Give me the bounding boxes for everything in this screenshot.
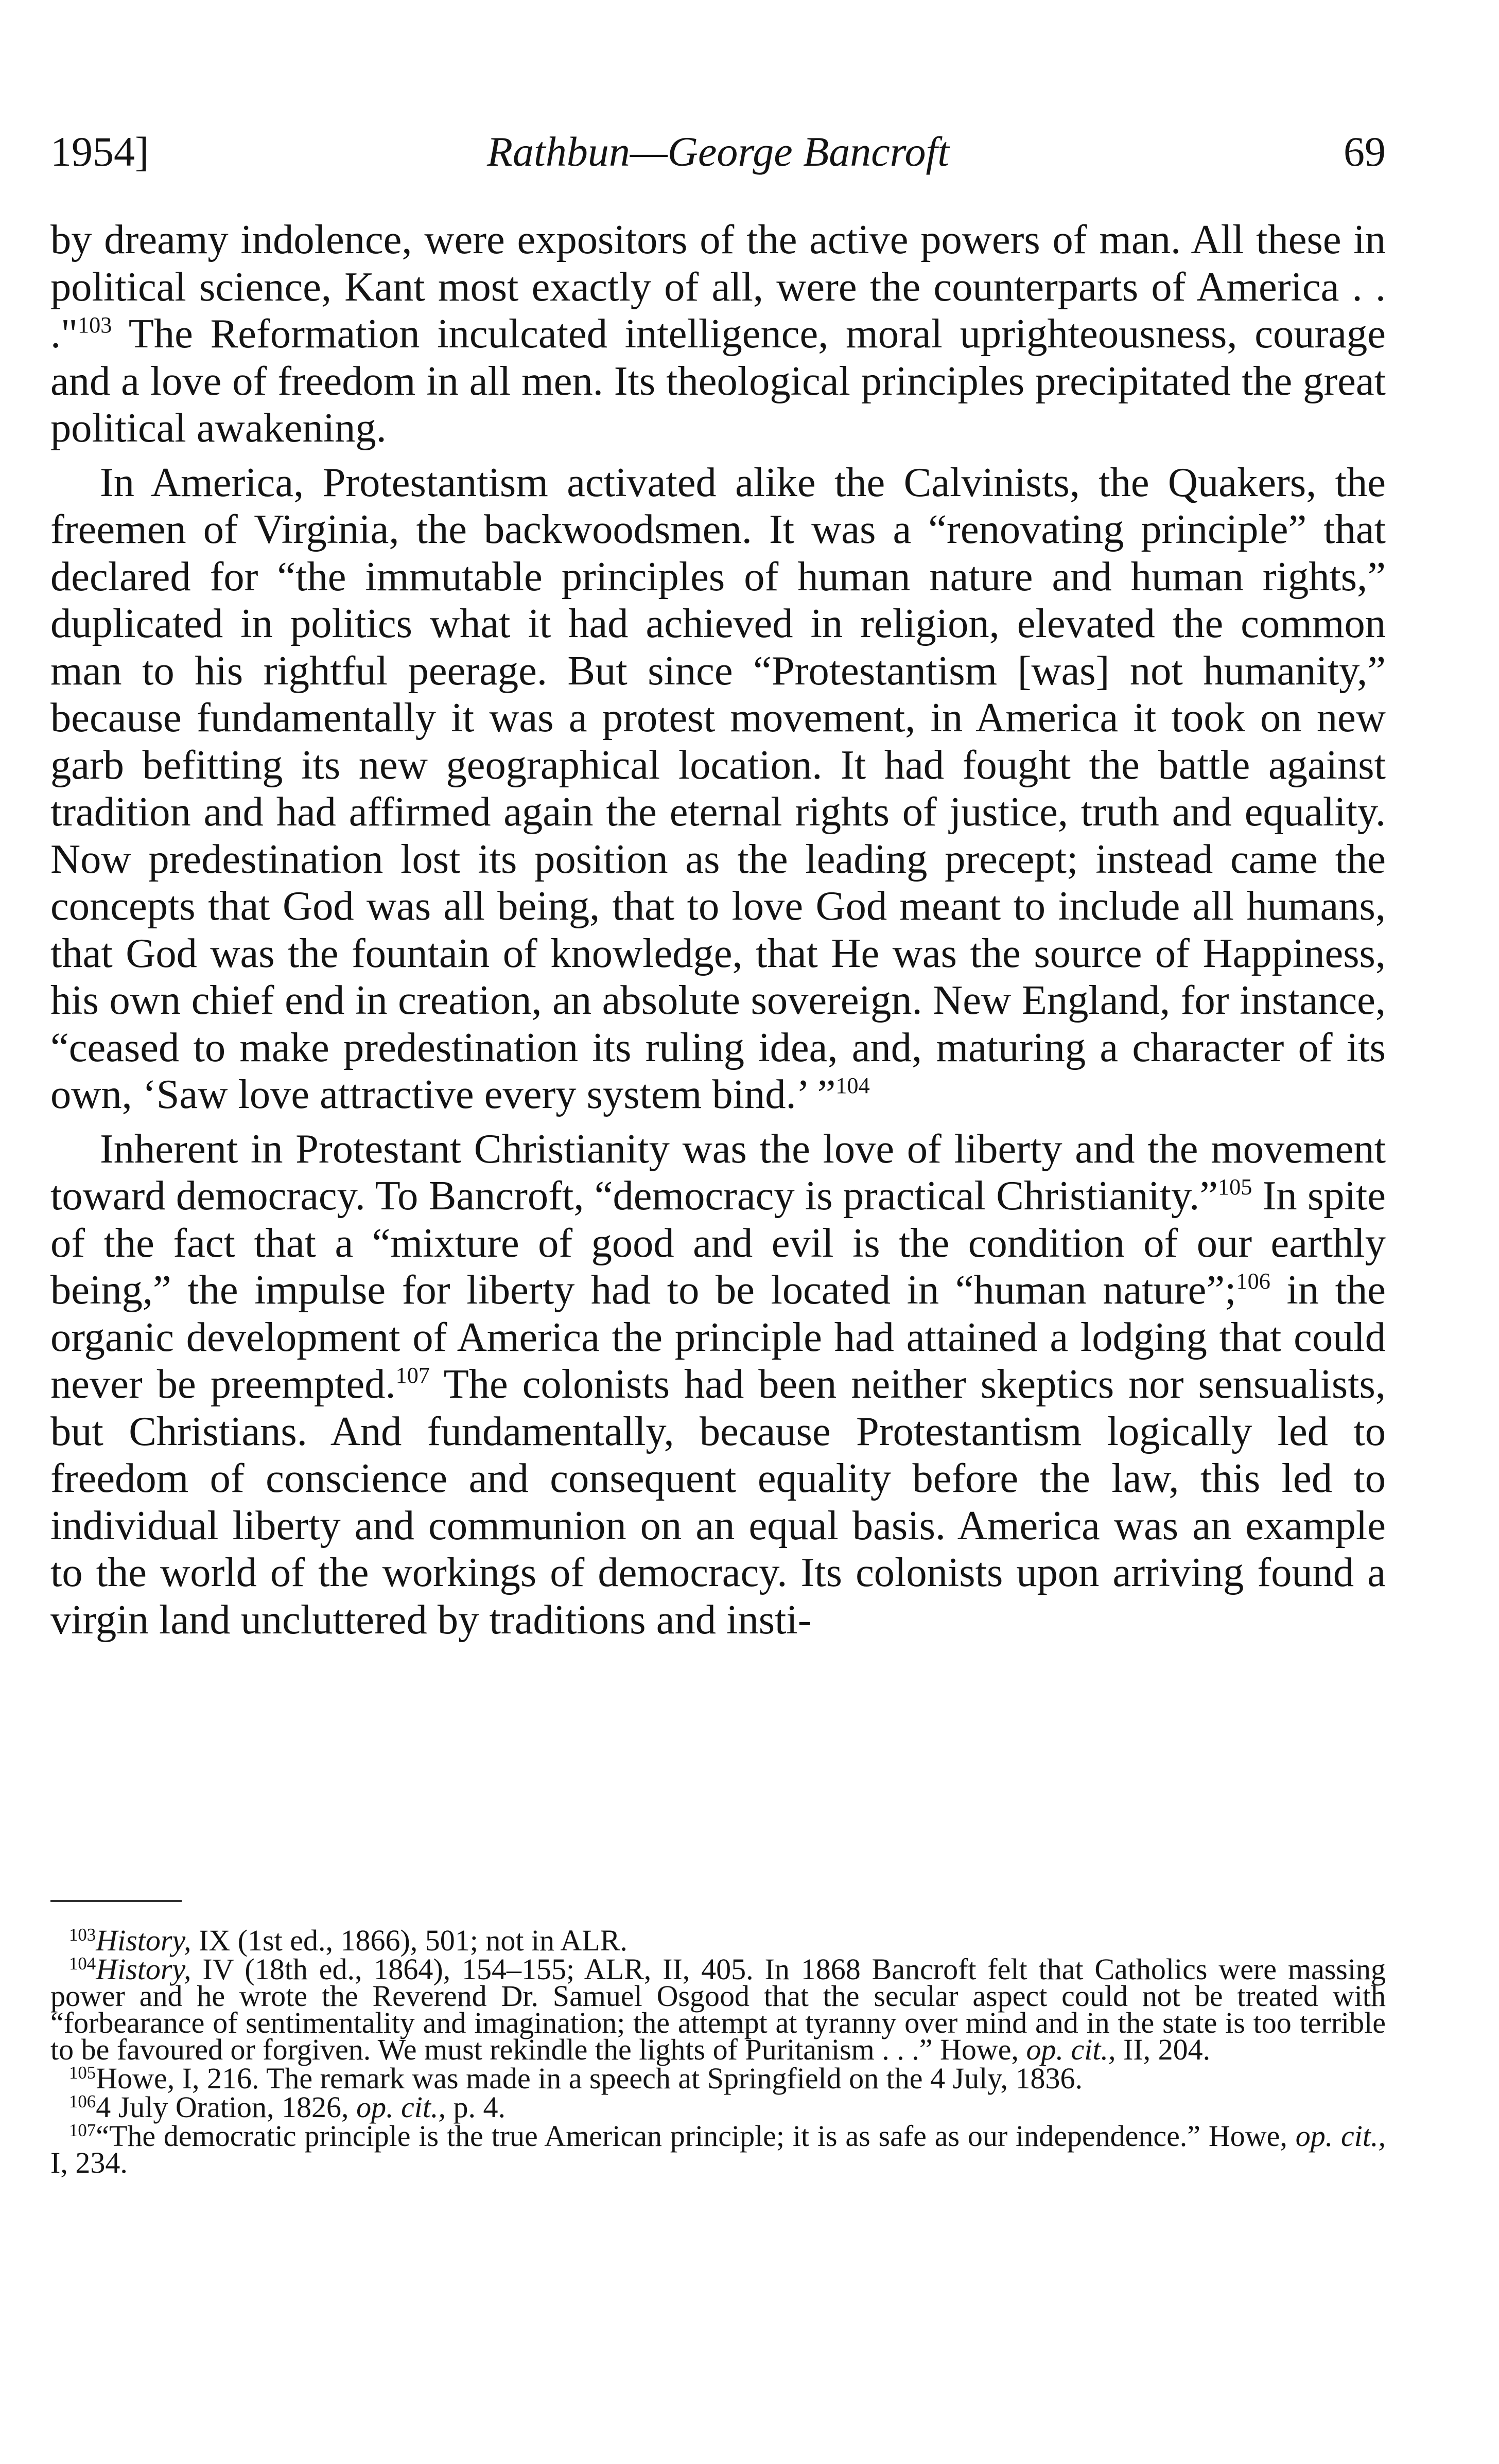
footnote-text: IX (1st ed., 1866), 501; not in ALR. bbox=[191, 1924, 628, 1957]
footnote-105 bbox=[50, 2062, 1386, 2095]
footnotes bbox=[50, 1924, 1386, 2179]
paragraph-2-text: In America, Protestantism activated alike the Calvinists, the Quakers, the freemen of Virginia, the backwoodsmen. It was a “renovating principle” that declared for “the immutable principles of human nature and human rights,” duplicated in politics what it had achieved in religion, elevated the common man to his rightful peerage. But since “Protestantism [was] not humanity,” because fundamentally it was a protest movement, in America it took on new garb befitting its new geographical location. It had fought the battle against tradition and had affirmed again the eternal rights of justice, truth and equality. Now predestination lost its position as the leading precept; instead came the concepts that God was all being, that to love God meant to include all humans, that God was the fountain of knowledge, that He was the source of Happiness, his own chief end in creation, an absolute sovereign. New England, for instance, “ceased to make predestination its ruling idea, and, maturing a character of its own, ‘Saw love attractive every system bind.’ ” bbox=[50, 459, 1386, 1117]
footnote-opcit: op. cit., bbox=[356, 2090, 446, 2124]
page-number: 69 bbox=[1344, 128, 1386, 175]
paragraph-3 bbox=[50, 1125, 1386, 1644]
body-text bbox=[50, 216, 1386, 1643]
footnote-number: 106 bbox=[69, 2091, 96, 2111]
header-year: 1954] bbox=[50, 128, 149, 175]
footnote-opcit: op. cit., bbox=[1295, 2119, 1386, 2153]
footnote-text: Howe, I, 216. The remark was made in a speech at Springfield on the 4 July, 1836. bbox=[96, 2062, 1083, 2095]
footnote-divider bbox=[50, 1900, 182, 1902]
footnote-tail: I, 234. bbox=[50, 2146, 128, 2179]
paragraph-2 bbox=[50, 459, 1386, 1118]
footnote-opcit: op. cit., bbox=[1026, 2033, 1116, 2066]
footnote-text: 4 July Oration, 1826, bbox=[96, 2090, 357, 2124]
paragraph-1 bbox=[50, 216, 1386, 452]
footnote-tail: II, 204. bbox=[1115, 2033, 1211, 2066]
footnote-text: IV (18th ed., 1864), 154–155; ALR, II, 405. In 1868 Bancroft felt that Catholics were massing power and he wrote the Reverend Dr. Samuel Osgood that the secular aspect could not be treated with “forbearance of sentimentality and imagination; the attempt at tyranny over mind and in the state is too terrible to be favoured or forgiven. We must rekindle the lights of Puritanism . . .” Howe, bbox=[50, 1952, 1386, 2066]
footnote-number: 103 bbox=[69, 1924, 96, 1945]
paragraph-3-text-d: The colonists had been neither skeptics nor sensualists, but Christians. And fundamentally, because Protestantism logically led to freedom of conscience and consequent equality before the law, this led to individual liberty and communion on an equal basis. America was an example to the world of the workings of democracy. Its colonists upon arriving found a virgin land uncluttered by traditions and insti- bbox=[50, 1361, 1386, 1643]
footnote-number: 107 bbox=[69, 2120, 96, 2140]
footnote-ref-104[interactable]: 104 bbox=[835, 1073, 870, 1099]
footnote-number: 105 bbox=[69, 2062, 96, 2083]
footnote-title: History, bbox=[96, 1924, 191, 1957]
footnote-ref-106[interactable]: 106 bbox=[1236, 1269, 1270, 1294]
footnote-107 bbox=[50, 2119, 1386, 2179]
footnote-103 bbox=[50, 1924, 1386, 1957]
paragraph-1-text-b: The Reformation inculcated intelligence, moral uprighteousness, courage and a love of freedom in all men. Its theological principles precipitated the great political awakening. bbox=[50, 311, 1386, 451]
footnote-ref-107[interactable]: 107 bbox=[395, 1363, 430, 1388]
paragraph-3-text-a: Inherent in Protestant Christianity was the love of liberty and the movement toward democracy. To Bancroft, “democracy is practical Christianity.” bbox=[50, 1125, 1386, 1219]
footnote-ref-105[interactable]: 105 bbox=[1217, 1174, 1252, 1200]
footnote-tail: p. 4. bbox=[446, 2090, 506, 2124]
running-header bbox=[50, 124, 1386, 180]
footnote-104 bbox=[50, 1952, 1386, 2066]
footnote-title: History, bbox=[96, 1952, 191, 1986]
paragraph-3-text-b: In spite of the fact that a “mixture of good and evil is the condition of our earthly being,” the impulse for liberty had to be located in “human nature”; bbox=[50, 1173, 1386, 1313]
footnote-ref-103[interactable]: 103 bbox=[78, 312, 112, 338]
paragraph-3-text-c: in the organic development of America the principle had attained a lodging that could never be preempted. bbox=[50, 1267, 1386, 1407]
running-title: Rathbun—George Bancroft bbox=[486, 128, 950, 175]
footnote-106 bbox=[50, 2090, 1386, 2124]
footnote-number: 104 bbox=[69, 1953, 96, 1974]
footnote-text: “The democratic principle is the true American principle; it is as safe as our independence.” Howe, bbox=[96, 2119, 1296, 2153]
paragraph-1-text-a: by dreamy indolence, were expositors of the active powers of man. All these in political science, Kant most exactly of all, were the counterparts of America . . ." bbox=[50, 217, 1386, 357]
